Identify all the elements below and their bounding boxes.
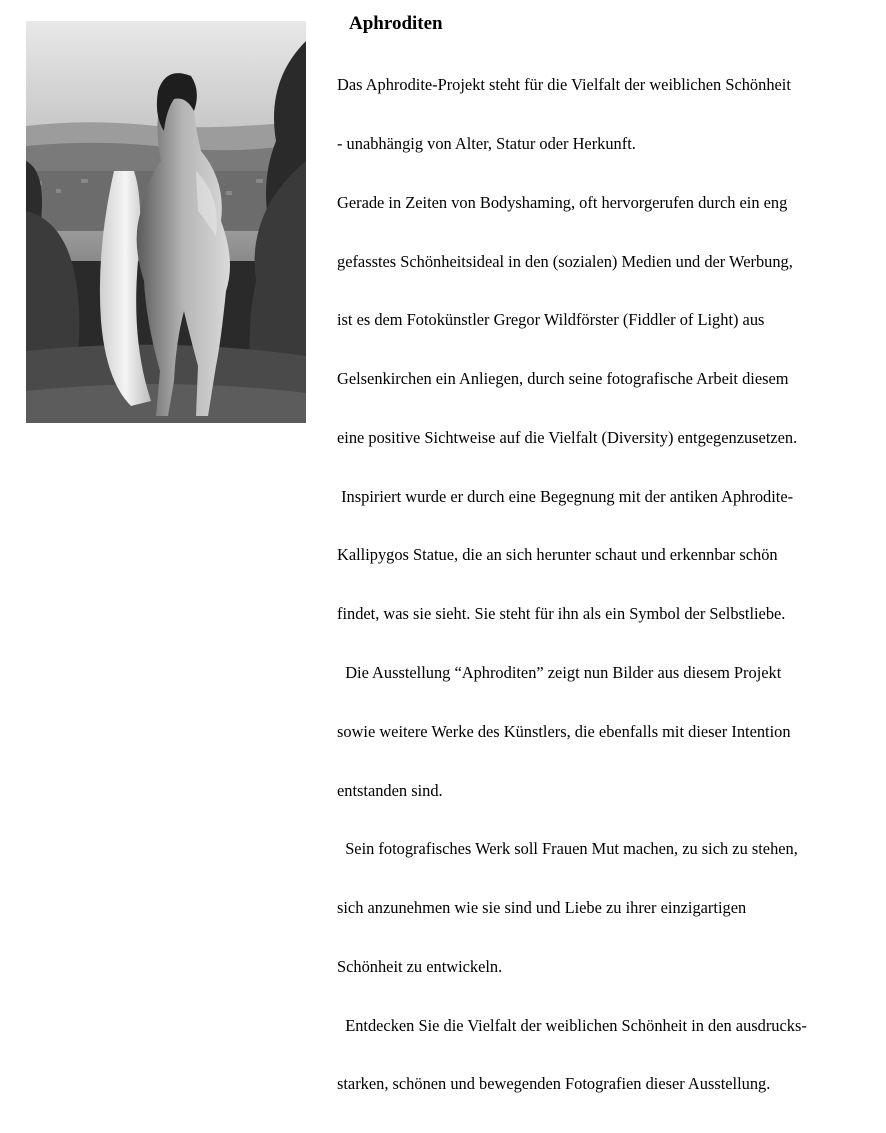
article-line: sowie weitere Werke des Künstlers, die ebenfalls mit dieser Intention xyxy=(337,721,791,741)
article-line: Schönheit zu entwickeln. xyxy=(337,956,503,976)
article-line: gefasstes Schönheitsideal in den (sozialen) Medien und der Werbung, xyxy=(337,251,793,271)
article xyxy=(337,12,877,1133)
article-line: eine positive Sichtweise auf die Vielfalt (Diversity) entgegenzusetzen. xyxy=(337,427,798,447)
article-line: ist es dem Fotokünstler Gregor Wildförster (Fiddler of Light) aus xyxy=(337,310,765,330)
article-line: Die Ausstellung “Aphroditen” zeigt nun Bilder aus diesem Projekt xyxy=(337,663,782,682)
article-line: Kallipygos Statue, die an sich herunter schaut und erkennbar schön xyxy=(337,545,778,565)
article-line: Sein fotografisches Werk soll Frauen Mut machen, zu sich zu stehen, xyxy=(337,839,798,859)
article-line: Inspiriert wurde er durch eine Begegnung mit der antiken Aphrodite- xyxy=(337,486,794,506)
article-line: findet, was sie sieht. Sie steht für ihn als ein Symbol der Selbstliebe. xyxy=(337,604,786,624)
article-line: entstanden sind. xyxy=(337,780,443,800)
article-title: Aphroditen xyxy=(349,13,443,34)
article-line: Das Aphrodite-Projekt steht für die Vielfalt der weiblichen Schönheit xyxy=(337,75,791,95)
article-line: starken, schönen und bewegenden Fotografien dieser Ausstellung. xyxy=(337,1074,771,1094)
article-line: - unabhängig von Alter, Statur oder Herkunft. xyxy=(337,133,636,153)
article-line: Entdecken Sie die Vielfalt der weiblichen Schönheit in den ausdrucks- xyxy=(337,1015,807,1035)
photo-grayscale-image xyxy=(26,21,306,423)
article-body xyxy=(337,36,877,1133)
article-line: sich anzunehmen wie sie sind und Liebe zu ihrer einzigartigen xyxy=(337,898,747,918)
exhibition-photo xyxy=(26,21,306,423)
article-line: Gerade in Zeiten von Bodyshaming, oft hervorgerufen durch ein eng xyxy=(337,192,788,212)
article-line: Gelsenkirchen ein Anliegen, durch seine fotografische Arbeit diesem xyxy=(337,369,789,389)
